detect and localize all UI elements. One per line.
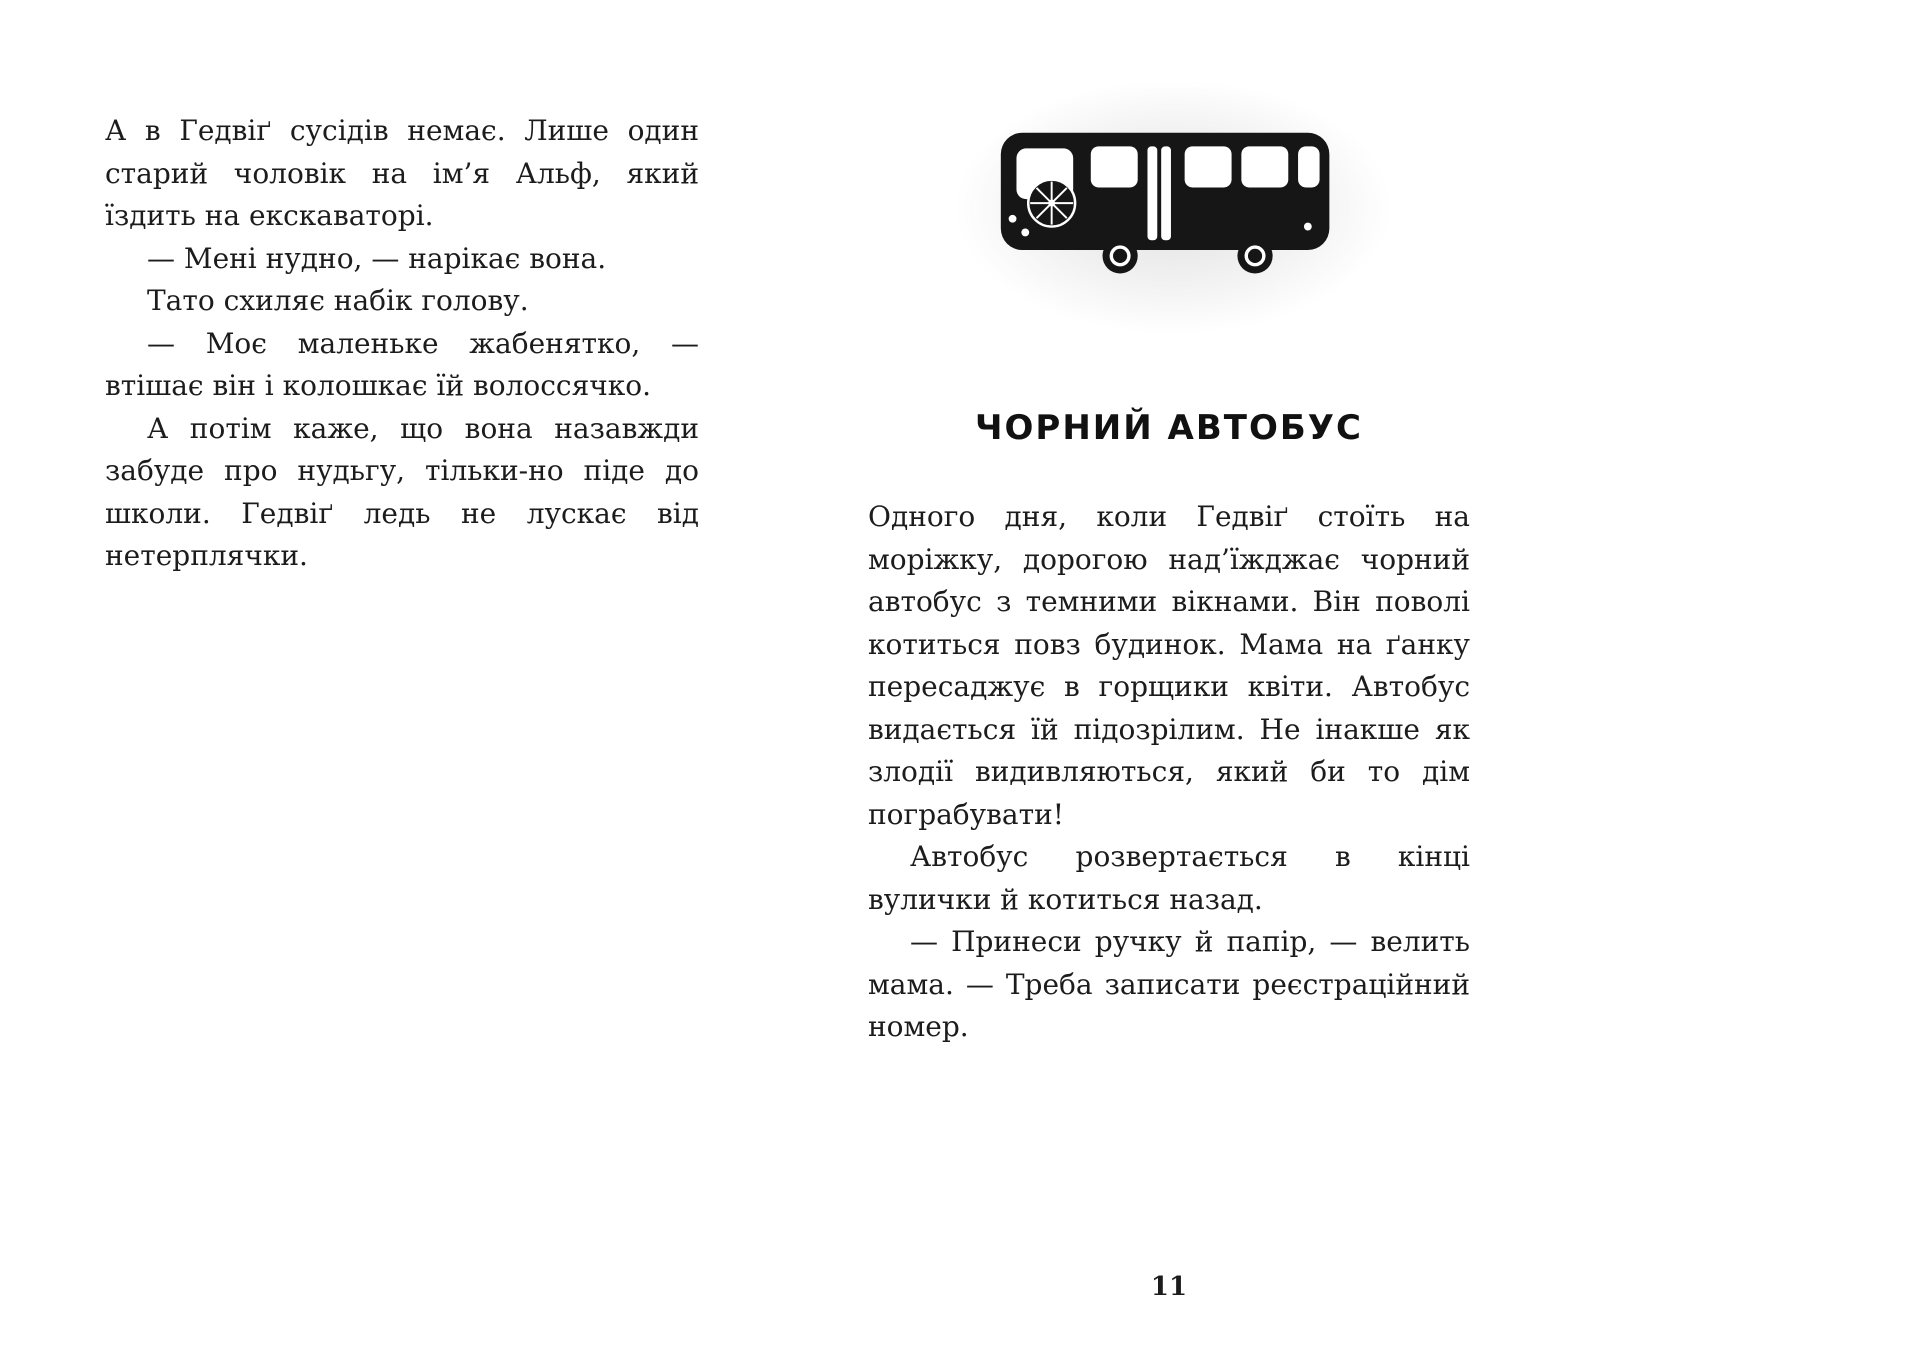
- paragraph: — Моє маленьке жабенятко, — втішає він і колошкає їй волоссячко.: [105, 326, 699, 402]
- paragraph: Одного дня, коли Гедвіґ стоїть на моріжку, дорогою над’їжджає чорний автобус з темними вікнами. Він поволі котиться повз будинок. Мама на ґанку пересаджує в горщики квіти. Автобус видається їй підозрілим. Не інакше як злодії видивляються, який би то дім пограбувати!: [868, 500, 1470, 831]
- bus-wheel-icon: [1103, 238, 1138, 273]
- page-number: 11: [1150, 1272, 1188, 1302]
- right-page: [868, 0, 1470, 1366]
- black-bus-icon: [993, 109, 1345, 305]
- paragraph: А потім каже, що вона назавжди забуде про нудьгу, тільки-но піде до школи. Гедвіґ ледь не лускає від нетерплячки.: [105, 411, 699, 572]
- paragraph: А в Гедвіґ сусідів немає. Лише один старий чоловік на ім’я Альф, який їздить на екскаваторі.: [105, 114, 699, 232]
- bus-wheel-icon: [1237, 238, 1272, 273]
- bus-illustration: [868, 92, 1470, 322]
- paragraph: Тато схиляє набік голову.: [147, 284, 529, 317]
- chapter-title: ЧОРНИЙ АВТОБУС: [975, 408, 1363, 448]
- left-page-text: [105, 110, 699, 578]
- paragraph: — Принеси ручку й папір, — велить мама. — Треба записати реєстраційний номер.: [868, 925, 1470, 1043]
- right-page-text: [868, 496, 1470, 1049]
- paragraph: — Мені нудно, — нарікає вона.: [147, 241, 607, 275]
- paragraph: Автобус розвертається в кінці вулички й котиться назад.: [868, 840, 1470, 916]
- steering-wheel-icon: [1028, 180, 1075, 227]
